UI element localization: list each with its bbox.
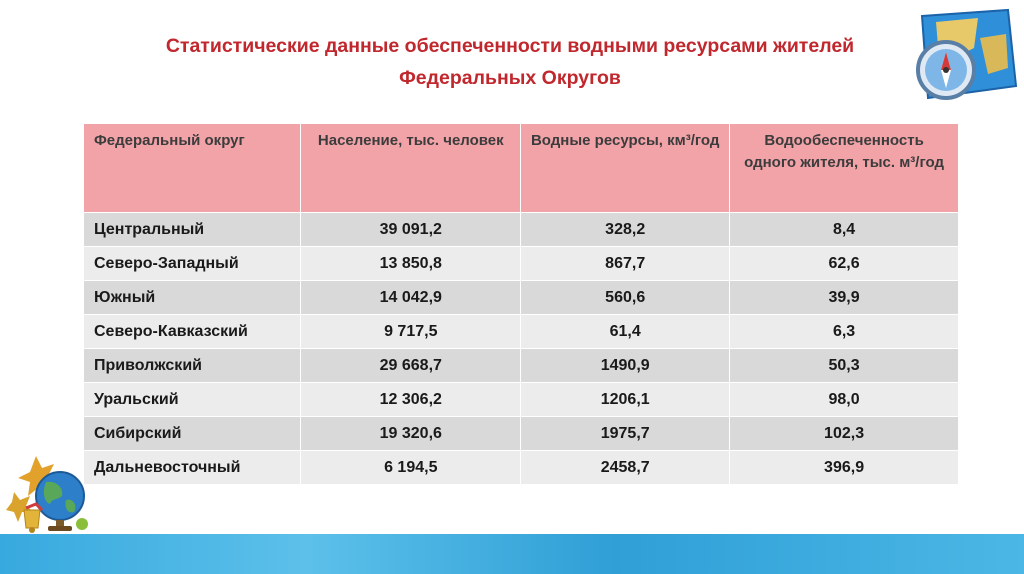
cell-water-per-capita: 8,4 [730,213,958,247]
cell-water-resources: 867,7 [521,247,730,281]
page-title [60,30,960,94]
cell-district: Приволжский [84,349,301,383]
cell-population: 13 850,8 [301,247,521,281]
cell-district: Северо-Кавказский [84,315,301,349]
title-line-2: Федеральных Округов [399,67,621,89]
map-compass-icon [908,8,1020,106]
cell-water-resources: 1975,7 [521,417,730,451]
cell-water-per-capita: 39,9 [730,281,958,315]
cell-district: Сибирский [84,417,301,451]
header-water-resources: Водные ресурсы, км³/год [521,124,730,213]
table-row [84,281,958,315]
footer-band [0,534,1024,574]
table-row [84,349,958,383]
cell-water-resources: 328,2 [521,213,730,247]
table-row [84,247,958,281]
cell-district: Дальневосточный [84,451,301,485]
table-row [84,383,958,417]
cell-water-per-capita: 50,3 [730,349,958,383]
cell-water-per-capita: 6,3 [730,315,958,349]
cell-district: Уральский [84,383,301,417]
header-population: Население, тыс. человек [301,124,521,213]
cell-water-resources: 560,6 [521,281,730,315]
title-line-1: Статистические данные обеспеченности водными ресурсами жителей [165,35,855,57]
header-district: Федеральный округ [84,124,301,213]
cell-water-resources: 2458,7 [521,451,730,485]
cell-water-per-capita: 62,6 [730,247,958,281]
table-header-row [84,124,958,213]
cell-water-per-capita: 98,0 [730,383,958,417]
cell-water-per-capita: 396,9 [730,451,958,485]
globe-bell-icon [6,452,96,534]
cell-water-resources: 1206,1 [521,383,730,417]
cell-district: Центральный [84,213,301,247]
cell-population: 6 194,5 [301,451,521,485]
cell-population: 29 668,7 [301,349,521,383]
header-water-per-capita: Водообеспеченность одного жителя, тыс. м³/год [730,124,958,213]
cell-population: 39 091,2 [301,213,521,247]
cell-population: 12 306,2 [301,383,521,417]
cell-district: Северо-Западный [84,247,301,281]
cell-population: 9 717,5 [301,315,521,349]
cell-water-resources: 1490,9 [521,349,730,383]
cell-population: 14 042,9 [301,281,521,315]
cell-water-per-capita: 102,3 [730,417,958,451]
cell-population: 19 320,6 [301,417,521,451]
table-row [84,315,958,349]
cell-district: Южный [84,281,301,315]
cell-water-resources: 61,4 [521,315,730,349]
water-resources-table [84,124,958,485]
table-row [84,213,958,247]
table-row [84,417,958,451]
table-row [84,451,958,485]
